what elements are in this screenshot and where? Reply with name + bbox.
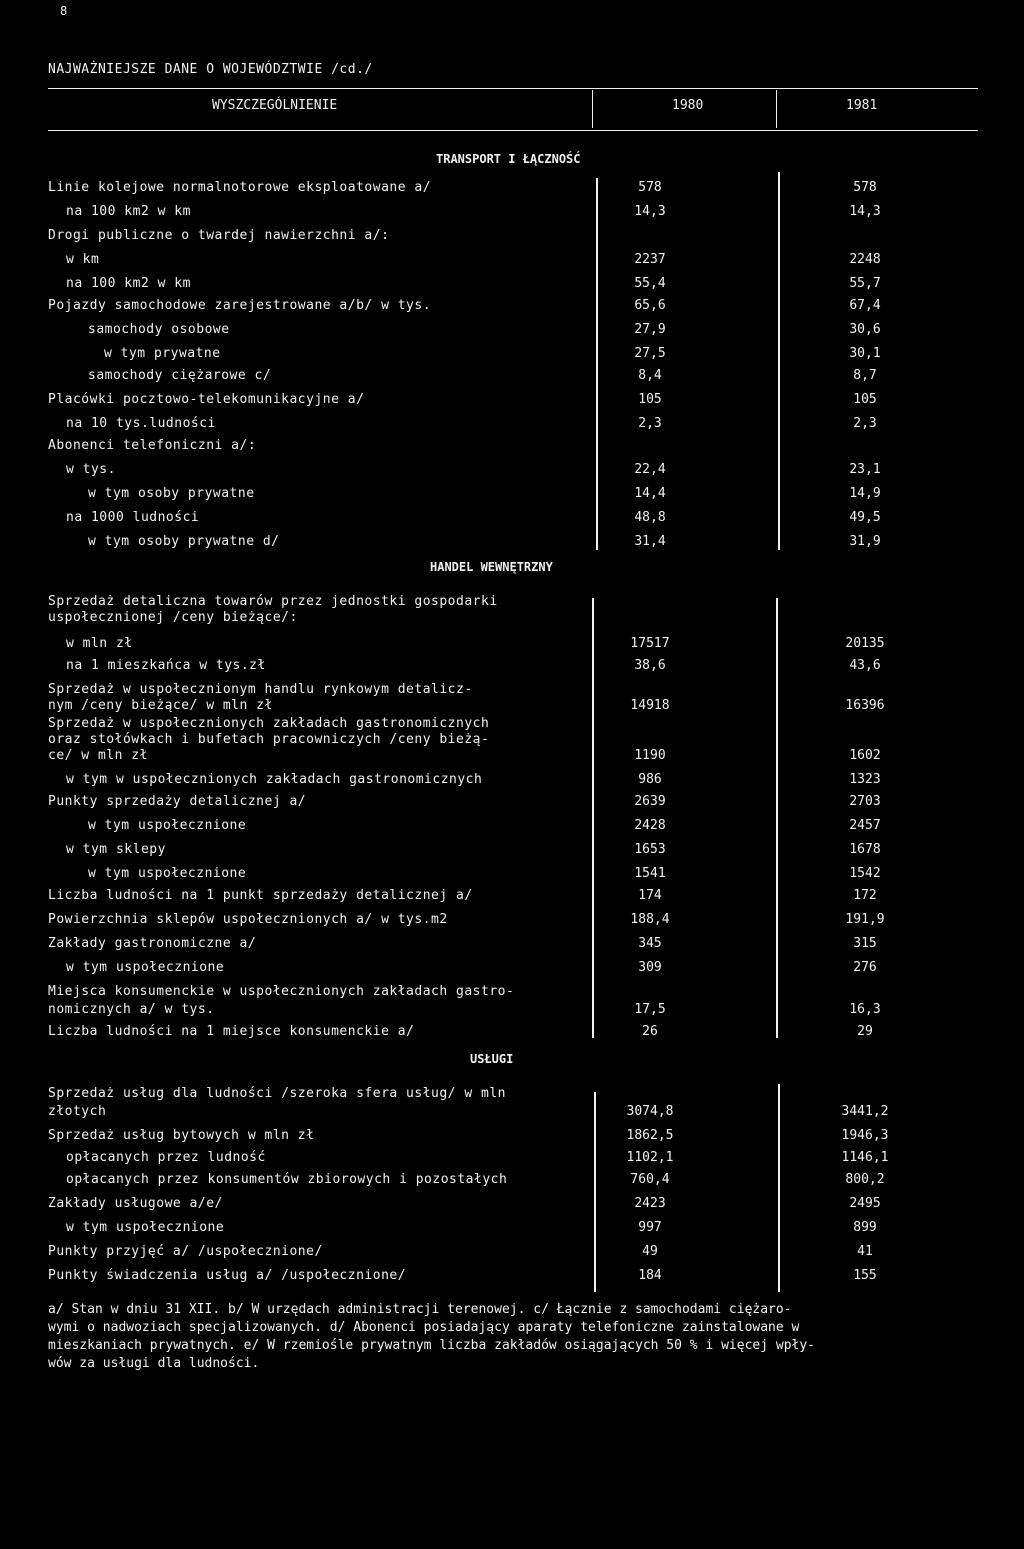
table-row [0,818,1024,838]
table-row [0,486,1024,506]
row-label: Zakłady usługowe a/e/ [48,1196,223,1211]
value-1980: 3074,8 [626,1104,674,1119]
row-label: w tym osoby prywatne d/ [88,534,280,549]
row-label: Zakłady gastronomiczne a/ [48,936,257,951]
row-label: Abonenci telefoniczni a/: [48,438,257,453]
value-1981: 55,7 [849,276,881,291]
table-row [0,298,1024,318]
header-divider-2 [776,90,777,128]
table-row [0,772,1024,792]
table-row [0,392,1024,412]
value-1980: 14,4 [634,486,666,501]
table-row [0,842,1024,862]
value-1980: 986 [638,772,662,787]
value-1980: 2428 [634,818,666,833]
value-1980: 38,6 [634,658,666,673]
row-label: Sprzedaż usług dla ludności /szeroka sfera usług/ w mln [48,1086,506,1101]
row-label: Sprzedaż detaliczna towarów przez jednostki gospodarki [48,594,498,609]
section-trade: HANDEL WEWNĘTRZNY [430,560,553,574]
value-1981: 191,9 [845,912,885,927]
footnote-line: wymi o nadwoziach specjalizowanych. d/ Abonenci posiadający aparaty telefoniczne zainstalowane w [48,1320,800,1335]
row-label: opłacanych przez ludność [66,1150,266,1165]
value-1980: 760,4 [630,1172,670,1187]
value-1980: 578 [638,180,662,195]
row-label: w km [66,252,100,267]
value-1981: 30,6 [849,322,881,337]
table-row [0,346,1024,366]
row-label: na 100 km2 w km [66,204,191,219]
value-1981: 2248 [849,252,881,267]
value-1980: 14,3 [634,204,666,219]
table-row [0,228,1024,248]
value-1980: 8,4 [638,368,662,383]
value-1981: 2457 [849,818,881,833]
value-1980: 2423 [634,1196,666,1211]
row-label: Sprzedaż w uspołecznionych zakładach gastronomicznych [48,716,490,731]
value-1981: 105 [853,392,877,407]
value-1981: 14,3 [849,204,881,219]
header-year-1981: 1981 [846,98,878,113]
row-label: Liczba ludności na 1 punkt sprzedaży detalicznej a/ [48,888,473,903]
table-row [0,252,1024,272]
row-label: w tym uspołecznione [88,866,247,881]
table-row [0,748,1024,768]
table-row [0,180,1024,200]
value-1981: 578 [853,180,877,195]
row-label: Sprzedaż usług bytowych w mln zł [48,1128,315,1143]
table-row [0,416,1024,436]
value-1981: 23,1 [849,462,881,477]
row-label: nomicznych a/ w tys. [48,1002,215,1017]
row-label: Punkty sprzedaży detalicznej a/ [48,794,307,809]
row-label: na 1000 ludności [66,510,200,525]
value-1981: 800,2 [845,1172,885,1187]
row-label: w tym sklepy [66,842,166,857]
value-1980: 105 [638,392,662,407]
value-1981: 41 [857,1244,873,1259]
value-1981: 1946,3 [841,1128,889,1143]
table-row [0,1128,1024,1148]
table-row [0,610,1024,630]
footnote-line: mieszkaniach prywatnych. e/ W rzemiośle prywatnym liczba zakładów osiągających 50 % i więcej wpły- [48,1338,816,1353]
table-row [0,1024,1024,1044]
row-label: Drogi publiczne o twardej nawierzchni a/: [48,228,390,243]
value-1981: 155 [853,1268,877,1283]
value-1980: 345 [638,936,662,951]
value-1981: 276 [853,960,877,975]
table-row [0,636,1024,656]
value-1980: 26 [642,1024,658,1039]
header-bottom-rule [48,130,978,131]
table-row [0,534,1024,554]
table-row [0,866,1024,886]
row-label: nym /ceny bieżące/ w mln zł [48,698,273,713]
row-label: samochody osobowe [88,322,230,337]
table-row [0,368,1024,388]
value-1980: 17,5 [634,1002,666,1017]
row-label: Sprzedaż w uspołecznionym handlu rynkowym detalicz- [48,682,473,697]
table-row [0,936,1024,956]
table-row [0,658,1024,678]
value-1980: 2237 [634,252,666,267]
value-1980: 188,4 [630,912,670,927]
page-title: NAJWAŻNIEJSZE DANE O WOJEWÓDZTWIE /cd./ [48,62,373,77]
table-row [0,794,1024,814]
row-label: samochody ciężarowe c/ [88,368,272,383]
value-1981: 3441,2 [841,1104,889,1119]
value-1981: 29 [857,1024,873,1039]
value-1980: 27,5 [634,346,666,361]
value-1980: 309 [638,960,662,975]
row-label: Linie kolejowe normalnotorowe eksploatowane a/ [48,180,432,195]
row-label: ce/ w mln zł [48,748,148,763]
row-label: na 1 mieszkańca w tys.zł [66,658,266,673]
table-row [0,912,1024,932]
value-1980: 17517 [630,636,670,651]
section-transport: TRANSPORT I ŁĄCZNOŚĆ [436,152,581,166]
value-1981: 16,3 [849,1002,881,1017]
footnote-line: a/ Stan w dniu 31 XII. b/ W urzędach administracji terenowej. c/ Łącznie z samochodami ciężaro- [48,1302,792,1317]
section-services: USŁUGI [470,1052,514,1066]
header-year-1980: 1980 [672,98,704,113]
table-row [0,1220,1024,1240]
table-row [0,1172,1024,1192]
value-1980: 184 [638,1268,662,1283]
row-label: Liczba ludności na 1 miejsce konsumenckie a/ [48,1024,415,1039]
table-row [0,204,1024,224]
value-1981: 899 [853,1220,877,1235]
value-1980: 174 [638,888,662,903]
value-1981: 43,6 [849,658,881,673]
row-label: Punkty świadczenia usług a/ /uspołecznione/ [48,1268,407,1283]
value-1980: 1102,1 [626,1150,674,1165]
row-label: w tym osoby prywatne [88,486,255,501]
table-row [0,1150,1024,1170]
table-row [0,438,1024,458]
row-label: Placówki pocztowo-telekomunikacyjne a/ [48,392,365,407]
value-1980: 1653 [634,842,666,857]
value-1980: 997 [638,1220,662,1235]
value-1981: 1602 [849,748,881,763]
value-1980: 2,3 [638,416,662,431]
table-row [0,1196,1024,1216]
value-1980: 2639 [634,794,666,809]
value-1981: 172 [853,888,877,903]
value-1981: 30,1 [849,346,881,361]
row-label: Punkty przyjęć a/ /uspołecznione/ [48,1244,323,1259]
row-label: opłacanych przez konsumentów zbiorowych i pozostałych [66,1172,508,1187]
header-top-rule [48,88,978,89]
value-1980: 48,8 [634,510,666,525]
value-1980: 65,6 [634,298,666,313]
value-1980: 1862,5 [626,1128,674,1143]
value-1980: 14918 [630,698,670,713]
row-label: uspołecznionej /ceny bieżące/: [48,610,298,625]
value-1981: 1323 [849,772,881,787]
row-label: na 10 tys.ludności [66,416,216,431]
value-1981: 2,3 [853,416,877,431]
value-1980: 49 [642,1244,658,1259]
value-1980: 1190 [634,748,666,763]
table-row [0,984,1024,1004]
table-row [0,1244,1024,1264]
value-1980: 22,4 [634,462,666,477]
header-col-label: WYSZCZEGÓLNIENIE [212,98,338,113]
table-row [0,1104,1024,1124]
value-1981: 1678 [849,842,881,857]
row-label: w tym w uspołecznionych zakładach gastronomicznych [66,772,483,787]
row-label: w tym uspołecznione [66,1220,225,1235]
value-1981: 67,4 [849,298,881,313]
table-row [0,888,1024,908]
value-1981: 1542 [849,866,881,881]
value-1981: 8,7 [853,368,877,383]
row-label: w tym uspołecznione [88,818,247,833]
table-row [0,322,1024,342]
table-row [0,276,1024,296]
value-1980: 27,9 [634,322,666,337]
value-1981: 16396 [845,698,885,713]
row-label: w tym uspołecznione [66,960,225,975]
table-row [0,1268,1024,1288]
value-1981: 20135 [845,636,885,651]
value-1980: 31,4 [634,534,666,549]
value-1981: 49,5 [849,510,881,525]
footnote-line: wów za usługi dla ludności. [48,1356,260,1371]
row-label: w mln zł [66,636,133,651]
row-label: złotych [48,1104,107,1119]
value-1981: 1146,1 [841,1150,889,1165]
row-label: Powierzchnia sklepów uspołecznionych a/ w tys.m2 [48,912,448,927]
row-label: w tys. [66,462,116,477]
row-label: w tym prywatne [104,346,221,361]
table-row [0,960,1024,980]
table-row [0,462,1024,482]
page-number: 8 [60,4,68,18]
table-row [0,510,1024,530]
value-1981: 2703 [849,794,881,809]
table-row [0,698,1024,718]
row-label: Pojazdy samochodowe zarejestrowane a/b/ w tys. [48,298,432,313]
value-1980: 55,4 [634,276,666,291]
table-row [0,1002,1024,1022]
table-row [0,1086,1024,1106]
value-1981: 2495 [849,1196,881,1211]
value-1981: 31,9 [849,534,881,549]
value-1981: 315 [853,936,877,951]
value-1980: 1541 [634,866,666,881]
row-label: oraz stołówkach i bufetach pracowniczych /ceny bieżą- [48,732,490,747]
row-label: na 100 km2 w km [66,276,191,291]
header-divider-1 [592,90,593,128]
value-1981: 14,9 [849,486,881,501]
row-label: Miejsca konsumenckie w uspołecznionych zakładach gastro- [48,984,515,999]
